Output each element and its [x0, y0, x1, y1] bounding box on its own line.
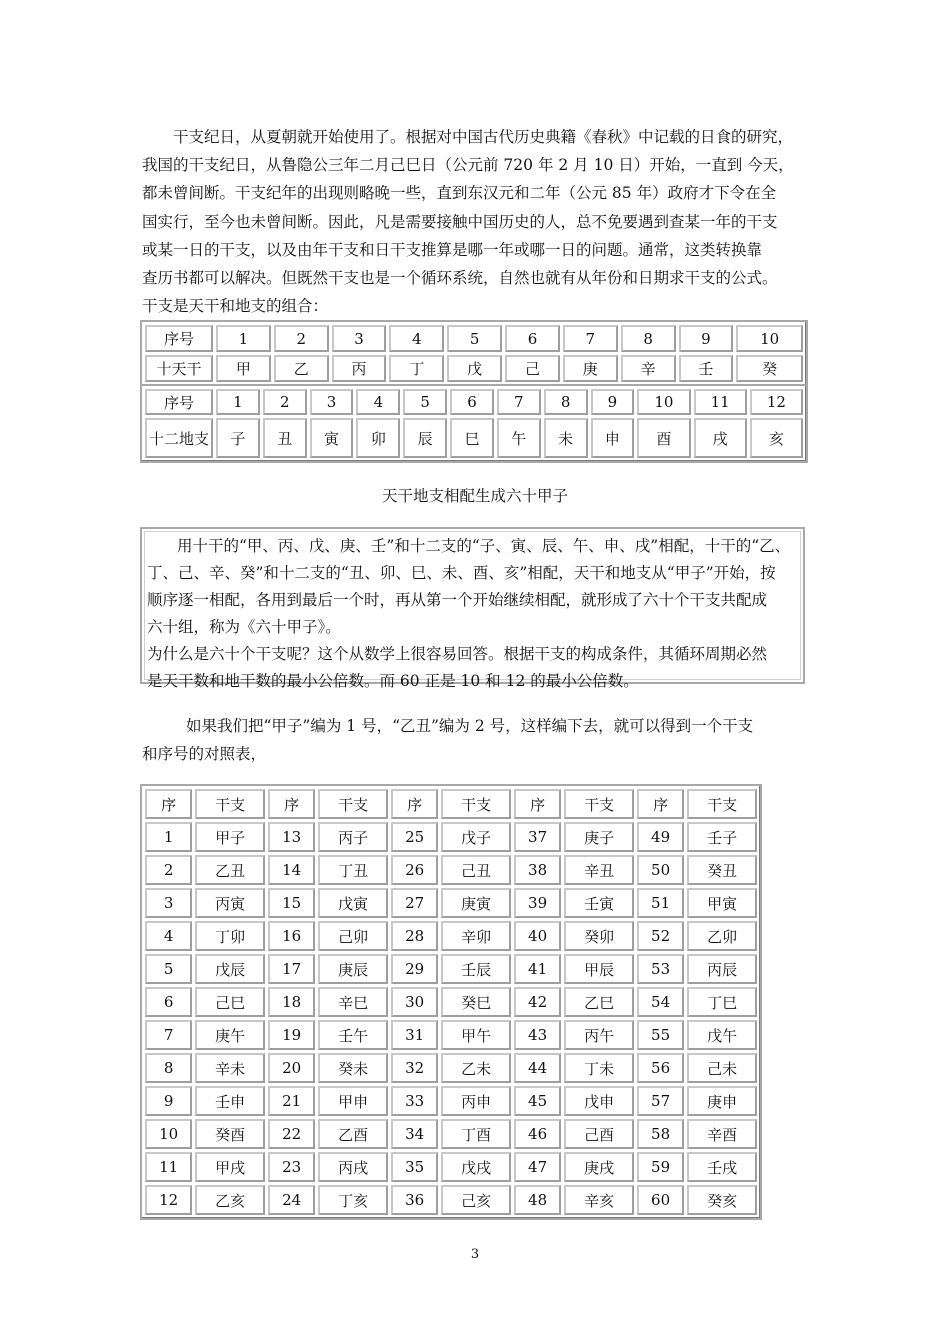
number-cell: 59 [637, 1152, 684, 1182]
number-cell: 13 [268, 822, 315, 852]
branch-cell: 寅 [310, 418, 354, 458]
number-cell: 30 [391, 987, 438, 1017]
number-cell: 8 [621, 325, 676, 352]
ganzhi-cell: 乙丑 [195, 855, 265, 885]
number-cell: 5 [145, 954, 192, 984]
number-cell: 15 [268, 888, 315, 918]
table-row [145, 1086, 757, 1116]
ganzhi-cell: 辛未 [195, 1053, 265, 1083]
number-cell: 52 [637, 921, 684, 951]
branch-cell: 亥 [750, 418, 803, 458]
number-cell: 7 [497, 389, 541, 415]
ganzhi-cell: 己卯 [318, 921, 388, 951]
section-caption: 天干地支相配生成六十甲子 [381, 487, 568, 505]
stem-cell: 壬 [679, 355, 734, 382]
number-cell: 32 [391, 1053, 438, 1083]
ganzhi-cell: 乙未 [441, 1053, 511, 1083]
number-cell: 7 [563, 325, 618, 352]
table-row [145, 888, 757, 918]
ganzhi-cell: 壬子 [687, 822, 757, 852]
numbering-line: 和序号的对照表， [142, 745, 267, 764]
number-cell: 40 [514, 921, 561, 951]
number-cell: 9 [591, 389, 635, 415]
ganzhi-cell: 乙酉 [318, 1119, 388, 1149]
number-cell: 9 [145, 1086, 192, 1116]
ganzhi-cell: 丁未 [564, 1053, 634, 1083]
ganzhi-cell: 丙子 [318, 822, 388, 852]
header-ganzhi: 干支 [318, 789, 388, 819]
number-cell: 2 [263, 389, 307, 415]
ganzhi-cell: 壬午 [318, 1020, 388, 1050]
stem-cell: 庚 [563, 355, 618, 382]
number-cell: 2 [274, 325, 329, 352]
header-number: 序 [514, 789, 561, 819]
stem-cell: 丁 [389, 355, 444, 382]
ganzhi-cell: 己丑 [441, 855, 511, 885]
sexagenary-cycle-table [140, 784, 762, 1220]
note-line: 是天干数和地干数的最小公倍数。而 60 正是 10 和 12 的最小公倍数。 [147, 672, 639, 690]
ganzhi-cell: 戊申 [564, 1086, 634, 1116]
number-cell: 7 [145, 1020, 192, 1050]
ganzhi-cell: 甲申 [318, 1086, 388, 1116]
number-cell: 34 [391, 1119, 438, 1149]
ganzhi-cell: 庚午 [195, 1020, 265, 1050]
table-row [145, 822, 757, 852]
ganzhi-cell: 壬申 [195, 1086, 265, 1116]
number-cell: 12 [145, 1185, 192, 1215]
number-cell: 8 [145, 1053, 192, 1083]
ganzhi-cell: 庚辰 [318, 954, 388, 984]
number-cell: 54 [637, 987, 684, 1017]
ganzhi-cell: 戊子 [441, 822, 511, 852]
ganzhi-cell: 乙巳 [564, 987, 634, 1017]
number-cell: 11 [145, 1152, 192, 1182]
number-cell: 45 [514, 1086, 561, 1116]
number-cell: 3 [145, 888, 192, 918]
number-cell: 28 [391, 921, 438, 951]
ganzhi-cell: 庚申 [687, 1086, 757, 1116]
header-number: 序 [145, 789, 192, 819]
table-row [145, 1119, 757, 1149]
branches-row [145, 418, 803, 458]
branch-cell: 戌 [694, 418, 747, 458]
number-cell: 20 [268, 1053, 315, 1083]
branch-cell: 申 [591, 418, 635, 458]
ganzhi-cell: 甲子 [195, 822, 265, 852]
ganzhi-cell: 甲寅 [687, 888, 757, 918]
header-ganzhi: 干支 [564, 789, 634, 819]
ganzhi-cell: 丁巳 [687, 987, 757, 1017]
number-cell: 56 [637, 1053, 684, 1083]
stem-cell: 甲 [216, 355, 271, 382]
ganzhi-cell: 辛丑 [564, 855, 634, 885]
branch-cell: 未 [544, 418, 588, 458]
intro-paragraph [142, 123, 814, 320]
table-row [145, 1020, 757, 1050]
ganzhi-cell: 戊戌 [441, 1152, 511, 1182]
number-cell: 3 [310, 389, 354, 415]
ganzhi-cell: 癸丑 [687, 855, 757, 885]
branch-cell: 卯 [356, 418, 400, 458]
branch-cell: 午 [497, 418, 541, 458]
number-cell: 21 [268, 1086, 315, 1116]
number-cell: 11 [694, 389, 747, 415]
ganzhi-cell: 丙申 [441, 1086, 511, 1116]
ganzhi-cell: 丁丑 [318, 855, 388, 885]
number-cell: 46 [514, 1119, 561, 1149]
ganzhi-cell: 辛巳 [318, 987, 388, 1017]
note-line: 为什么是六十个干支呢？这个从数学上很容易回答。根据干支的构成条件，其循环周期必然 [147, 645, 768, 663]
ganzhi-cell: 丙辰 [687, 954, 757, 984]
number-cell: 60 [637, 1185, 684, 1215]
branches-number-row [145, 389, 803, 415]
number-cell: 53 [637, 954, 684, 984]
number-cell: 10 [736, 325, 803, 352]
ganzhi-cell: 丙戌 [318, 1152, 388, 1182]
ganzhi-cell: 辛卯 [441, 921, 511, 951]
intro-line: 干支是天干和地支的组合： [142, 297, 329, 316]
header-ganzhi: 干支 [195, 789, 265, 819]
numbering-line: 如果我们把“甲子”编为 1 号，“乙丑”编为 2 号，这样编下去，就可以得到一个干支 [186, 717, 754, 735]
stems-row [145, 355, 803, 382]
number-cell: 10 [145, 1119, 192, 1149]
branch-cell: 丑 [263, 418, 307, 458]
number-cell: 10 [637, 389, 690, 415]
intro-line: 查历书都可以解决。但既然干支也是一个循环系统，自然也就有从年份和日期求干支的公式。 [142, 269, 778, 288]
header-number: 序 [268, 789, 315, 819]
ganzhi-cell: 癸未 [318, 1053, 388, 1083]
branch-cell: 子 [216, 418, 260, 458]
table-row [145, 1185, 757, 1215]
ganzhi-cell: 乙亥 [195, 1185, 265, 1215]
stem-cell: 癸 [736, 355, 803, 382]
ganzhi-cell: 丁亥 [318, 1185, 388, 1215]
header-number: 序 [637, 789, 684, 819]
ganzhi-cell: 庚寅 [441, 888, 511, 918]
ganzhi-cell: 壬戌 [687, 1152, 757, 1182]
table-row [145, 921, 757, 951]
number-cell: 27 [391, 888, 438, 918]
ganzhi-cell: 甲午 [441, 1020, 511, 1050]
number-cell: 25 [391, 822, 438, 852]
ganzhi-cell: 辛亥 [564, 1185, 634, 1215]
number-cell: 4 [356, 389, 400, 415]
note-line: 六十组，称为《六十甲子》。 [147, 618, 341, 636]
earthly-branches-table [140, 384, 808, 463]
ganzhi-cell: 己亥 [441, 1185, 511, 1215]
branch-cell: 巳 [450, 418, 494, 458]
ganzhi-cell: 己巳 [195, 987, 265, 1017]
header-number: 序 [391, 789, 438, 819]
number-cell: 51 [637, 888, 684, 918]
numbering-paragraph [142, 712, 814, 768]
number-cell: 16 [268, 921, 315, 951]
ganzhi-cell: 丁卯 [195, 921, 265, 951]
row-label: 十二地支 [145, 418, 213, 458]
explanation-box [140, 527, 805, 690]
ganzhi-cell: 癸酉 [195, 1119, 265, 1149]
ganzhi-cell: 己酉 [564, 1119, 634, 1149]
stems-number-row [145, 325, 803, 352]
ganzhi-cell: 甲戌 [195, 1152, 265, 1182]
page-number: 3 [470, 1247, 480, 1262]
number-cell: 50 [637, 855, 684, 885]
number-cell: 24 [268, 1185, 315, 1215]
ganzhi-cell: 丙寅 [195, 888, 265, 918]
ganzhi-cell: 丙午 [564, 1020, 634, 1050]
number-cell: 42 [514, 987, 561, 1017]
number-cell: 41 [514, 954, 561, 984]
header-ganzhi: 干支 [687, 789, 757, 819]
number-cell: 23 [268, 1152, 315, 1182]
ganzhi-cell: 庚子 [564, 822, 634, 852]
branch-cell: 酉 [637, 418, 690, 458]
ganzhi-cell: 癸亥 [687, 1185, 757, 1215]
number-cell: 48 [514, 1185, 561, 1215]
ganzhi-cell: 癸卯 [564, 921, 634, 951]
number-cell: 47 [514, 1152, 561, 1182]
header-ganzhi: 干支 [441, 789, 511, 819]
ganzhi-cell: 乙卯 [687, 921, 757, 951]
number-cell: 9 [679, 325, 734, 352]
note-line: 丁、己、辛、癸”和十二支的“丑、卯、巳、未、酉、亥”相配，天干和地支从“甲子”开始，按 [147, 564, 776, 582]
number-cell: 1 [145, 822, 192, 852]
stem-cell: 丙 [332, 355, 387, 382]
number-cell: 12 [750, 389, 803, 415]
number-cell: 31 [391, 1020, 438, 1050]
number-cell: 8 [544, 389, 588, 415]
table-row [145, 954, 757, 984]
number-cell: 4 [145, 921, 192, 951]
ganzhi-cell: 己未 [687, 1053, 757, 1083]
intro-line: 我国的干支纪日，从鲁隐公三年二月己巳日（公元前 720 年 2 月 10 日）开始，一直到 今天， [142, 156, 794, 175]
number-cell: 37 [514, 822, 561, 852]
ganzhi-cell: 壬寅 [564, 888, 634, 918]
ganzhi-cell: 丁酉 [441, 1119, 511, 1149]
note-line: 顺序逐一相配，各用到最后一个时，再从第一个开始继续相配，就形成了六十个干支共配成 [147, 591, 768, 609]
note-line: 用十干的“甲、丙、戊、庚、壬”和十二支的“子、寅、辰、午、申、戌”相配，十干的“乙、 [177, 537, 791, 555]
number-cell: 4 [389, 325, 444, 352]
row-label: 十天干 [145, 355, 213, 382]
number-cell: 55 [637, 1020, 684, 1050]
number-cell: 5 [447, 325, 502, 352]
number-cell: 22 [268, 1119, 315, 1149]
ganzhi-cell: 戊午 [687, 1020, 757, 1050]
heavenly-stems-table [140, 320, 808, 387]
number-cell: 49 [637, 822, 684, 852]
number-cell: 44 [514, 1053, 561, 1083]
intro-line: 干支纪日，从夏朝就开始使用了。根据对中国古代历史典籍《春秋》中记载的日食的研究， [173, 128, 794, 146]
row-label: 序号 [145, 325, 213, 352]
number-cell: 29 [391, 954, 438, 984]
number-cell: 26 [391, 855, 438, 885]
ganzhi-cell: 庚戌 [564, 1152, 634, 1182]
stem-cell: 戊 [447, 355, 502, 382]
table-row [145, 1053, 757, 1083]
stem-cell: 乙 [274, 355, 329, 382]
number-cell: 6 [505, 325, 560, 352]
row-label: 序号 [145, 389, 213, 415]
number-cell: 19 [268, 1020, 315, 1050]
number-cell: 36 [391, 1185, 438, 1215]
table-row [145, 1152, 757, 1182]
number-cell: 1 [216, 389, 260, 415]
stem-cell: 己 [505, 355, 560, 382]
ganzhi-cell: 壬辰 [441, 954, 511, 984]
number-cell: 1 [216, 325, 271, 352]
number-cell: 6 [145, 987, 192, 1017]
ganzhi-cell: 戊寅 [318, 888, 388, 918]
intro-line: 或某一日的干支，以及由年干支和日干支推算是哪一年或哪一日的问题。通常，这类转换靠 [142, 240, 763, 259]
number-cell: 2 [145, 855, 192, 885]
number-cell: 33 [391, 1086, 438, 1116]
number-cell: 5 [403, 389, 447, 415]
ganzhi-cell: 辛酉 [687, 1119, 757, 1149]
intro-line: 都未曾间断。干支纪年的出现则略晚一些，直到东汉元和二年（公元 85 年）政府才下令在全 [142, 184, 777, 203]
number-cell: 57 [637, 1086, 684, 1116]
table-row [145, 855, 757, 885]
number-cell: 35 [391, 1152, 438, 1182]
ganzhi-cell: 戊辰 [195, 954, 265, 984]
number-cell: 39 [514, 888, 561, 918]
branch-cell: 辰 [403, 418, 447, 458]
number-cell: 17 [268, 954, 315, 984]
table-row [145, 987, 757, 1017]
number-cell: 18 [268, 987, 315, 1017]
intro-line: 国实行，至今也未曾间断。因此，凡是需要接触中国历史的人，总不免要遇到查某一年的干支 [142, 212, 778, 231]
number-cell: 3 [332, 325, 387, 352]
sexagenary-header-row [145, 789, 757, 819]
number-cell: 58 [637, 1119, 684, 1149]
number-cell: 6 [450, 389, 494, 415]
number-cell: 43 [514, 1020, 561, 1050]
ganzhi-cell: 癸巳 [441, 987, 511, 1017]
number-cell: 14 [268, 855, 315, 885]
number-cell: 38 [514, 855, 561, 885]
stem-cell: 辛 [621, 355, 676, 382]
ganzhi-cell: 甲辰 [564, 954, 634, 984]
